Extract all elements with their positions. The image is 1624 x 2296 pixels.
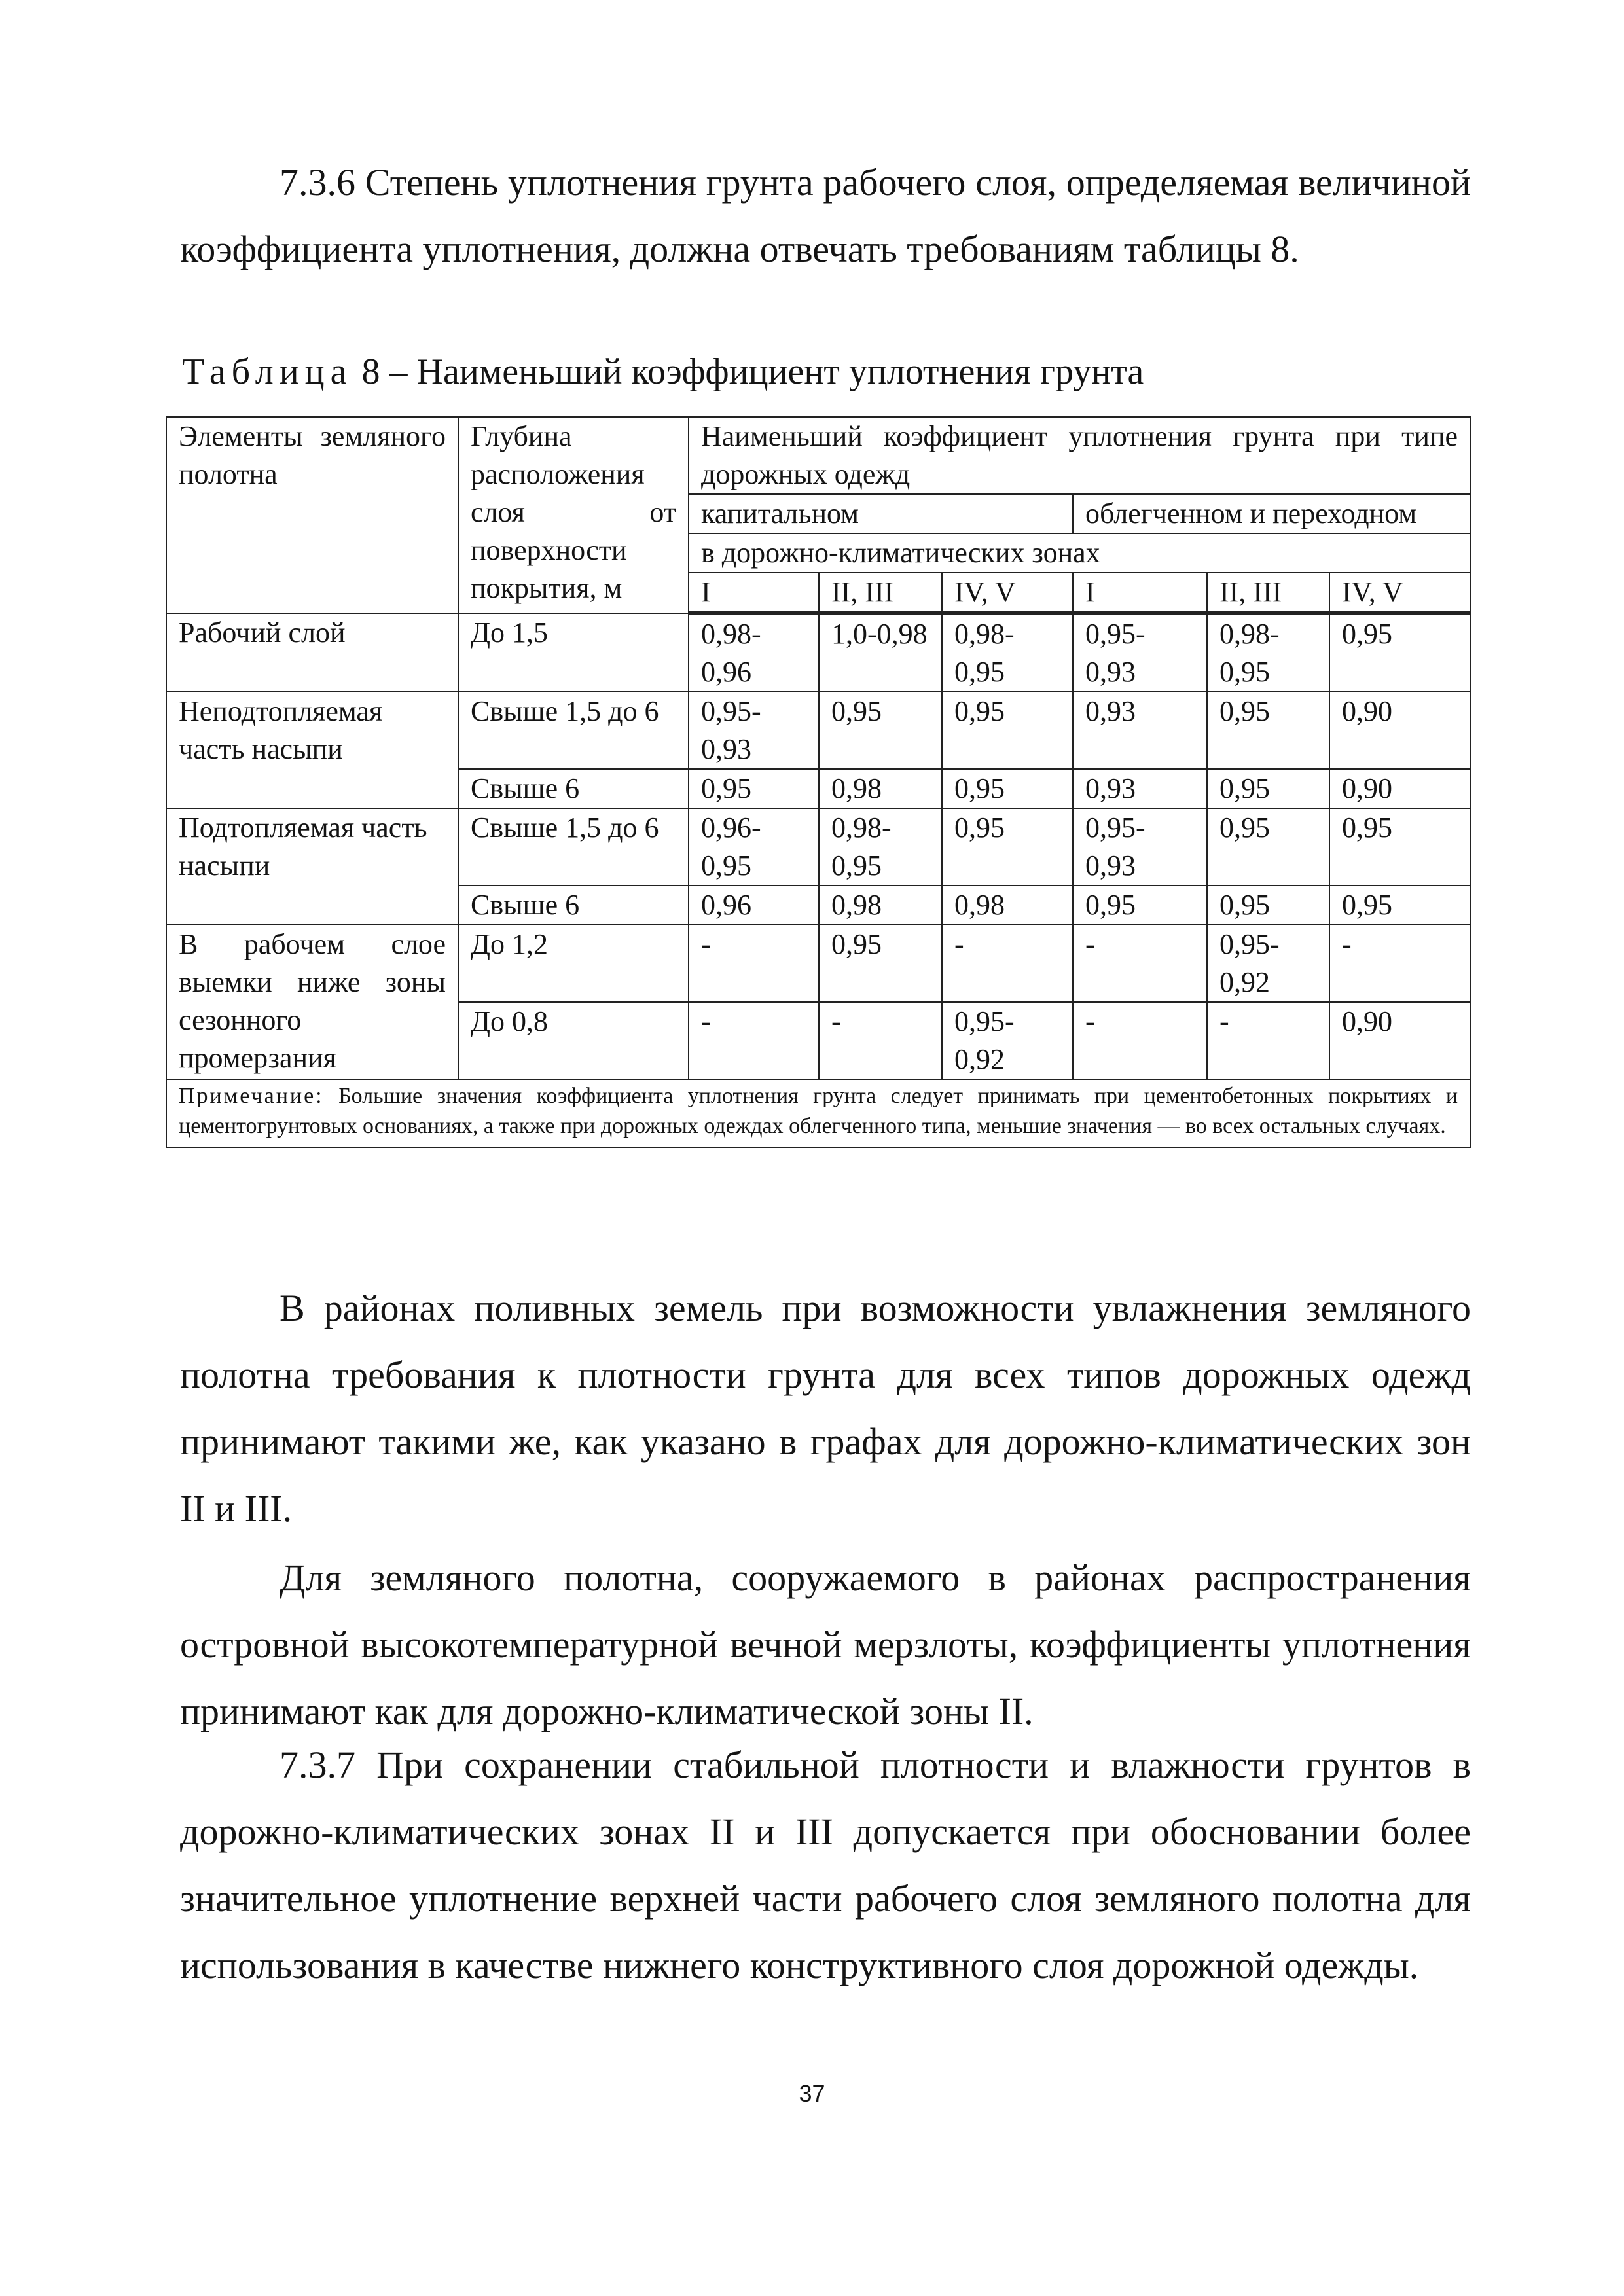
table-row (166, 613, 1470, 692)
table-cell: 0,95 (942, 808, 1073, 886)
table-cell: 0,95 (1207, 692, 1329, 769)
table-cell: - (942, 925, 1073, 1002)
row-depth: Свыше 6 (458, 769, 689, 808)
table-cell: - (1207, 1002, 1329, 1079)
page-number: 37 (799, 2080, 825, 2107)
table-cell: 0,90 (1329, 1002, 1470, 1079)
table-caption-label: Таблица (182, 351, 353, 392)
paragraph-7-3-6: 7.3.6 Степень уплотнения грунта рабочего слоя, определяемая величиной коэффициента уплотнения, должна отвечать требованиям таблицы 8. (180, 161, 1471, 270)
zone-header: I (689, 573, 819, 613)
table-cell: 0,95-0,92 (942, 1002, 1073, 1079)
row-depth: Свыше 1,5 до 6 (458, 692, 689, 769)
table-cell: 0,93 (1073, 769, 1207, 808)
table-cell: 0,95 (1073, 886, 1207, 925)
table-cell: 0,95 (1329, 613, 1470, 692)
table-cell: 0,95-0,92 (1207, 925, 1329, 1002)
table-row (166, 808, 1470, 886)
header-light: облегченном и переходном (1073, 494, 1470, 533)
paragraph-irrigated-lands: В районах поливных земель при возможности увлажнения земляного полотна требования к плотности грунта для всех типов дорожных одежд принимают такими же, как указано в графах для дорожно-климатических зон II и III. (180, 1287, 1471, 1530)
row-element: В рабочем слое выемки ниже зоны сезонного промерзания (166, 925, 458, 1079)
zone-header: I (1073, 573, 1207, 613)
header-depth: Глубина расположения слоя от поверхности покрытия, м (458, 417, 689, 613)
row-depth: До 1,2 (458, 925, 689, 1002)
table-cell: 0,95 (1207, 769, 1329, 808)
table-cell: 0,95 (1329, 886, 1470, 925)
row-depth: Свыше 1,5 до 6 (458, 808, 689, 886)
row-depth: До 0,8 (458, 1002, 689, 1079)
header-elements: Элементы земляного полотна (166, 417, 458, 613)
table-cell: 0,95 (1329, 808, 1470, 886)
table-cell: - (689, 1002, 819, 1079)
table-cell: 0,95 (1207, 886, 1329, 925)
table-caption (182, 347, 1144, 397)
header-coefficient: Наименьший коэффициент уплотнения грунта при типе дорожных одежд (689, 417, 1470, 494)
row-element: Неподтопляемая часть насыпи (166, 692, 458, 808)
table-cell: 0,95-0,93 (1073, 613, 1207, 692)
table-cell: 0,90 (1329, 692, 1470, 769)
table-cell: 0,98 (819, 769, 942, 808)
table-cell: 0,90 (1329, 769, 1470, 808)
table-cell: - (689, 925, 819, 1002)
compaction-table (166, 416, 1471, 1148)
table-cell: 0,95 (819, 692, 942, 769)
zone-header: II, III (1207, 573, 1329, 613)
table-cell: 1,0-0,98 (819, 613, 942, 692)
table-cell: 0,98-0,95 (942, 613, 1073, 692)
header-capital: капитальном (689, 494, 1073, 533)
paragraph-permafrost: Для земляного полотна, сооружаемого в районах распространения островной высокотемпературной вечной мерзлоты, коэффициенты уплотнения принимают как для дорожно-климатической зоны II. (180, 1556, 1471, 1732)
zone-header: II, III (819, 573, 942, 613)
table-cell: 0,95 (819, 925, 942, 1002)
table-cell: 0,96-0,95 (689, 808, 819, 886)
table-caption-text: 8 – Наименьший коэффициент уплотнения грунта (361, 351, 1144, 392)
table-cell: 0,93 (1073, 692, 1207, 769)
table-cell: 0,95 (1207, 808, 1329, 886)
table-cell: 0,98-0,95 (819, 808, 942, 886)
zone-header: IV, V (942, 573, 1073, 613)
table-cell: 0,98-0,95 (1207, 613, 1329, 692)
row-depth: Свыше 6 (458, 886, 689, 925)
table-note (166, 1079, 1470, 1147)
table-cell: - (819, 1002, 942, 1079)
row-element: Подтопляемая часть насыпи (166, 808, 458, 925)
table-cell: 0,95-0,93 (1073, 808, 1207, 886)
zone-header: IV, V (1329, 573, 1470, 613)
table-note-text: Большие значения коэффициента уплотнения грунта следует принимать при цементобетонных покрытиях и цементогрунтовых основаниях, а также при дорожных одеждах облегченного типа, меньшие значения — во всех остальных случаях. (179, 1084, 1458, 1138)
table-cell: 0,95 (689, 769, 819, 808)
table-cell: 0,98 (942, 886, 1073, 925)
header-zones: в дорожно-климатических зонах (689, 533, 1470, 573)
paragraph-7-3-7: 7.3.7 При сохранении стабильной плотности и влажности грунтов в дорожно-климатических зонах II и III допускается при обосновании более значительное уплотнение верхней части рабочего слоя земляного полотна для использования в качестве нижнего конструктивного слоя дорожной одежды. (180, 1744, 1471, 1986)
table-note-label: Примечание: (179, 1084, 324, 1108)
table-row (166, 925, 1470, 1002)
table-cell: - (1073, 925, 1207, 1002)
table-cell: - (1073, 1002, 1207, 1079)
table-cell: 0,96 (689, 886, 819, 925)
table-cell: 0,95-0,93 (689, 692, 819, 769)
table-cell: - (1329, 925, 1470, 1002)
table-cell: 0,95 (942, 769, 1073, 808)
table-cell: 0,98 (819, 886, 942, 925)
table-cell: 0,95 (942, 692, 1073, 769)
row-depth: До 1,5 (458, 613, 689, 692)
table-row (166, 692, 1470, 769)
row-element: Рабочий слой (166, 613, 458, 692)
table-cell: 0,98-0,96 (689, 613, 819, 692)
